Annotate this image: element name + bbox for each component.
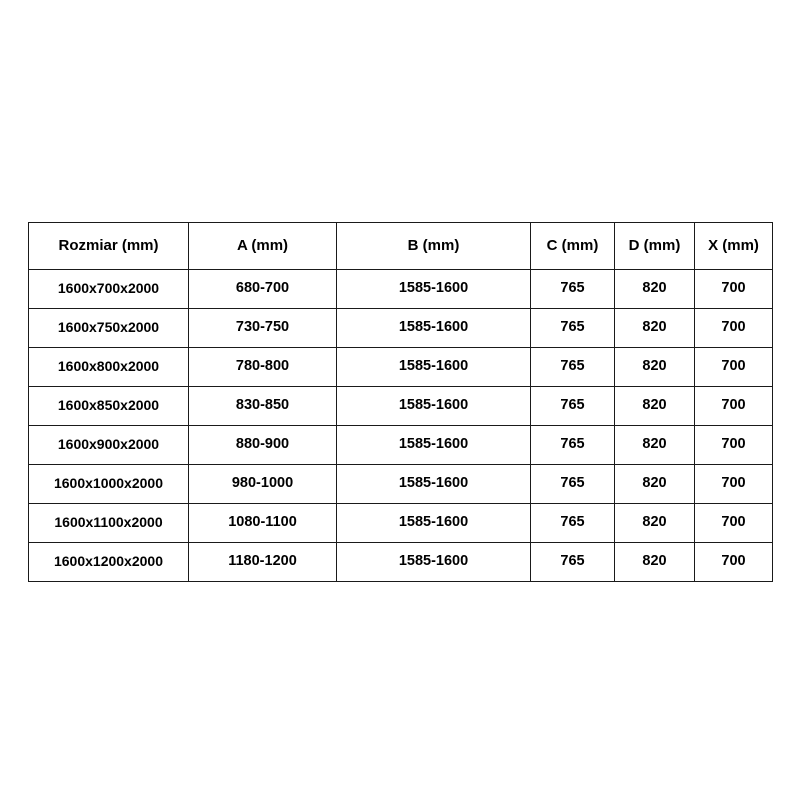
cell-x: 700 bbox=[695, 387, 773, 426]
table-header-row bbox=[29, 223, 773, 270]
cell-rozmiar: 1600x1000x2000 bbox=[29, 465, 189, 504]
cell-x: 700 bbox=[695, 504, 773, 543]
cell-rozmiar: 1600x1100x2000 bbox=[29, 504, 189, 543]
cell-c: 765 bbox=[531, 348, 615, 387]
size-table-container bbox=[28, 222, 772, 582]
table-row bbox=[29, 387, 773, 426]
column-header-a: A (mm) bbox=[189, 223, 337, 270]
cell-c: 765 bbox=[531, 426, 615, 465]
table-row bbox=[29, 543, 773, 582]
size-table bbox=[28, 222, 773, 582]
cell-b: 1585-1600 bbox=[337, 504, 531, 543]
cell-c: 765 bbox=[531, 504, 615, 543]
table-row bbox=[29, 348, 773, 387]
cell-c: 765 bbox=[531, 387, 615, 426]
cell-d: 820 bbox=[615, 504, 695, 543]
column-header-rozmiar: Rozmiar (mm) bbox=[29, 223, 189, 270]
cell-x: 700 bbox=[695, 348, 773, 387]
column-header-x: X (mm) bbox=[695, 223, 773, 270]
cell-c: 765 bbox=[531, 270, 615, 309]
column-header-d: D (mm) bbox=[615, 223, 695, 270]
cell-c: 765 bbox=[531, 465, 615, 504]
cell-d: 820 bbox=[615, 270, 695, 309]
cell-x: 700 bbox=[695, 309, 773, 348]
cell-c: 765 bbox=[531, 543, 615, 582]
cell-rozmiar: 1600x800x2000 bbox=[29, 348, 189, 387]
cell-d: 820 bbox=[615, 543, 695, 582]
cell-a: 730-750 bbox=[189, 309, 337, 348]
cell-b: 1585-1600 bbox=[337, 309, 531, 348]
cell-a: 1080-1100 bbox=[189, 504, 337, 543]
cell-rozmiar: 1600x900x2000 bbox=[29, 426, 189, 465]
cell-rozmiar: 1600x1200x2000 bbox=[29, 543, 189, 582]
table-row bbox=[29, 270, 773, 309]
cell-b: 1585-1600 bbox=[337, 543, 531, 582]
cell-b: 1585-1600 bbox=[337, 348, 531, 387]
cell-x: 700 bbox=[695, 270, 773, 309]
cell-b: 1585-1600 bbox=[337, 426, 531, 465]
cell-d: 820 bbox=[615, 387, 695, 426]
cell-d: 820 bbox=[615, 309, 695, 348]
column-header-b: B (mm) bbox=[337, 223, 531, 270]
table-row bbox=[29, 465, 773, 504]
cell-a: 780-800 bbox=[189, 348, 337, 387]
cell-rozmiar: 1600x850x2000 bbox=[29, 387, 189, 426]
cell-a: 680-700 bbox=[189, 270, 337, 309]
table-row bbox=[29, 309, 773, 348]
cell-x: 700 bbox=[695, 465, 773, 504]
cell-a: 880-900 bbox=[189, 426, 337, 465]
cell-b: 1585-1600 bbox=[337, 270, 531, 309]
cell-rozmiar: 1600x750x2000 bbox=[29, 309, 189, 348]
column-header-c: C (mm) bbox=[531, 223, 615, 270]
table-row bbox=[29, 504, 773, 543]
cell-d: 820 bbox=[615, 465, 695, 504]
cell-a: 980-1000 bbox=[189, 465, 337, 504]
cell-d: 820 bbox=[615, 426, 695, 465]
cell-b: 1585-1600 bbox=[337, 465, 531, 504]
cell-c: 765 bbox=[531, 309, 615, 348]
cell-a: 1180-1200 bbox=[189, 543, 337, 582]
cell-b: 1585-1600 bbox=[337, 387, 531, 426]
cell-x: 700 bbox=[695, 543, 773, 582]
cell-a: 830-850 bbox=[189, 387, 337, 426]
table-row bbox=[29, 426, 773, 465]
cell-x: 700 bbox=[695, 426, 773, 465]
cell-d: 820 bbox=[615, 348, 695, 387]
cell-rozmiar: 1600x700x2000 bbox=[29, 270, 189, 309]
